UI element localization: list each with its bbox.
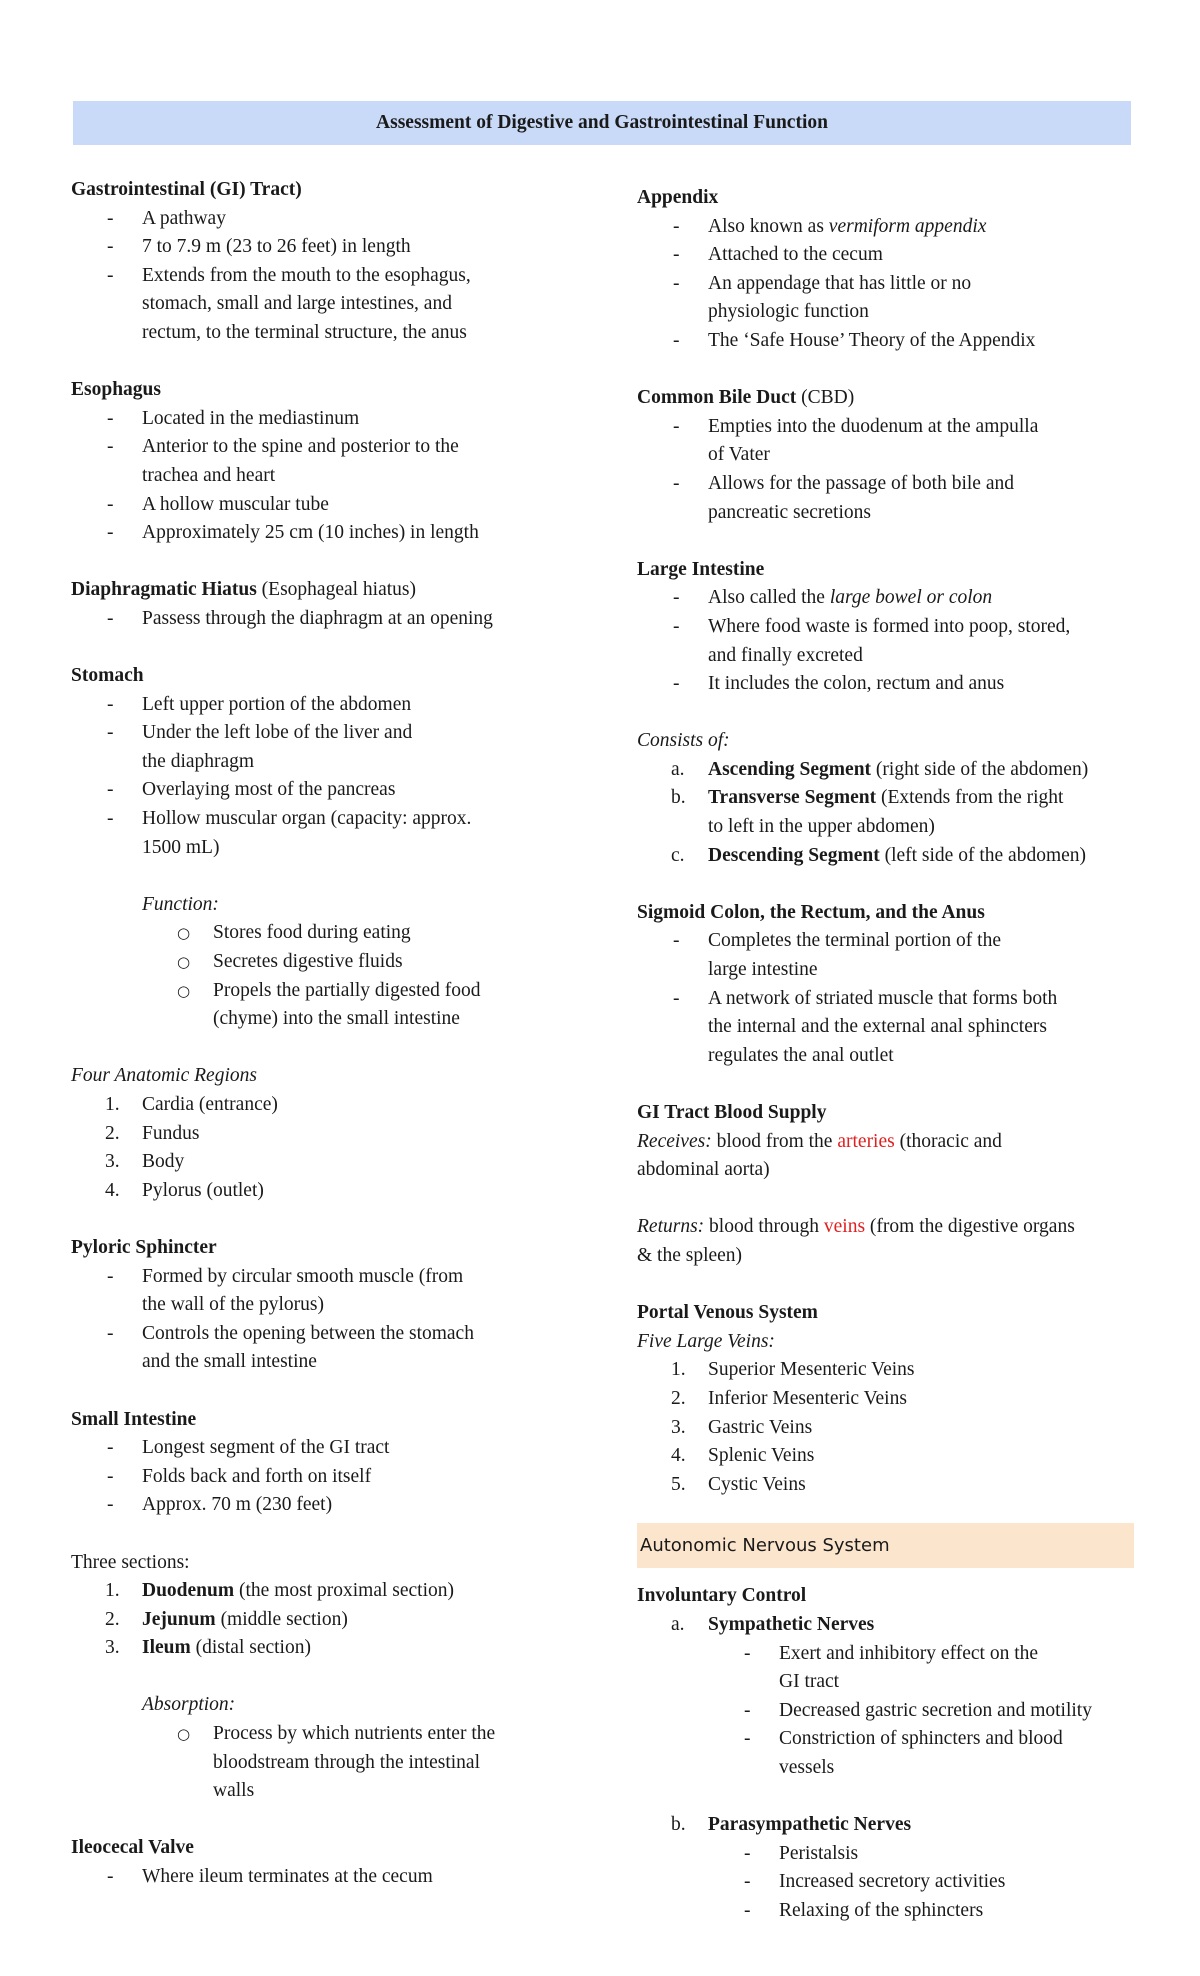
list-item: - Anterior to the spine and posterior to the — [107, 436, 459, 458]
list-item: - Allows for the passage of both bile and — [673, 472, 1014, 494]
portal-heading: Portal Venous System — [637, 1302, 818, 1324]
list-item-cont: bloodstream through the intestinal — [213, 1751, 480, 1773]
list-item: - Hollow muscular organ (capacity: approx. — [107, 808, 472, 830]
portal-sub: Five Large Veins: — [637, 1330, 775, 1352]
list-item: 3. Ileum (distal section) — [105, 1637, 311, 1659]
list-item: 3. Gastric Veins — [671, 1416, 813, 1438]
left-column — [71, 176, 571, 1892]
list-item: - Also called the large bowel or colon — [673, 587, 993, 609]
list-item-cont: regulates the anal outlet — [708, 1044, 894, 1066]
small-intestine-heading: Small Intestine — [71, 1408, 197, 1430]
list-item: ○ Stores food during eating — [177, 922, 411, 944]
receives-line: Receives: blood from the arteries (thoracic and — [637, 1130, 1002, 1152]
list-item: - Folds back and forth on itself — [107, 1465, 372, 1487]
pyloric-heading: Pyloric Sphincter — [71, 1236, 217, 1258]
function-label: Function: — [142, 893, 219, 915]
list-item: - The ‘Safe House’ Theory of the Appendix — [673, 329, 1036, 351]
list-item: 4. Splenic Veins — [671, 1445, 815, 1467]
ans-banner: Autonomic Nervous System — [637, 1523, 1134, 1568]
esophagus-heading: Esophagus — [71, 379, 161, 401]
list-item: - Where ileum terminates at the cecum — [107, 1866, 433, 1888]
returns-line-cont: & the spleen) — [637, 1244, 743, 1266]
list-item-cont: and the small intestine — [142, 1351, 317, 1373]
large-intestine-heading: Large Intestine — [637, 558, 765, 580]
list-item: 1. Superior Mesenteric Veins — [671, 1359, 915, 1381]
list-item: - Extends from the mouth to the esophagus, — [107, 264, 471, 286]
list-item: - Constriction of sphincters and blood — [744, 1728, 1063, 1750]
receives-line-cont: abdominal aorta) — [637, 1159, 770, 1181]
list-item-cont: walls — [213, 1780, 255, 1802]
stomach-heading: Stomach — [71, 665, 144, 687]
list-item: - Passess through the diaphragm at an opening — [107, 607, 493, 629]
list-item: - Located in the mediastinum — [107, 407, 360, 429]
list-item: - Where food waste is formed into poop, stored, — [673, 615, 1071, 637]
list-item: - Overlaying most of the pancreas — [107, 779, 396, 801]
list-item: ○ Propels the partially digested food — [177, 979, 481, 1001]
list-item: - Completes the terminal portion of the — [673, 930, 1001, 952]
involuntary-heading: Involuntary Control — [637, 1585, 807, 1607]
list-item: - Decreased gastric secretion and motility — [744, 1699, 1092, 1721]
list-item-cont: trachea and heart — [142, 464, 276, 486]
list-item: a. Ascending Segment (right side of the abdomen) — [671, 758, 1089, 780]
absorption-label: Absorption: — [142, 1694, 236, 1716]
list-item: - Left upper portion of the abdomen — [107, 693, 412, 715]
appendix-heading: Appendix — [637, 187, 719, 208]
list-item-cont: physiologic function — [708, 301, 869, 323]
list-item: - Approximately 25 cm (10 inches) in length — [107, 522, 479, 544]
list-item: ○ Secretes digestive fluids — [177, 951, 403, 973]
list-item: - Relaxing of the sphincters — [744, 1899, 984, 1921]
list-item-cont: to left in the upper abdomen) — [708, 816, 935, 838]
list-item-cont: vessels — [779, 1756, 835, 1778]
gi-tract-heading: Gastrointestinal (GI) Tract) — [71, 179, 302, 200]
list-item: b. Transverse Segment (Extends from the right — [671, 787, 1064, 809]
list-item-cont: (chyme) into the small intestine — [213, 1008, 460, 1030]
list-item: - A hollow muscular tube — [107, 493, 329, 515]
list-item: - Empties into the duodenum at the ampulla — [673, 415, 1039, 437]
list-item: - An appendage that has little or no — [673, 272, 972, 294]
list-item: - A network of striated muscle that forms both — [673, 987, 1058, 1009]
list-item: a. Sympathetic Nerves — [671, 1613, 875, 1635]
list-item-cont: 1500 mL) — [142, 836, 220, 858]
list-item: - It includes the colon, rectum and anus — [673, 673, 1005, 695]
list-item: - Peristalsis — [744, 1842, 859, 1864]
returns-line: Returns: blood through veins (from the digestive organs — [637, 1216, 1075, 1238]
list-item: c. Descending Segment (left side of the abdomen) — [671, 844, 1087, 866]
regions-heading: Four Anatomic Regions — [71, 1065, 257, 1087]
hiatus-heading: Diaphragmatic Hiatus (Esophageal hiatus) — [71, 579, 416, 601]
list-item-cont: the wall of the pylorus) — [142, 1294, 324, 1316]
list-item: b. Parasympathetic Nerves — [671, 1814, 912, 1836]
list-item: - Controls the opening between the stomach — [107, 1322, 474, 1344]
list-item: - Under the left lobe of the liver and — [107, 722, 413, 744]
list-item-cont: the diaphragm — [142, 750, 255, 772]
list-item: 1. Duodenum (the most proximal section) — [105, 1580, 454, 1602]
page-title: Assessment of Digestive and Gastrointestinal Function — [73, 101, 1131, 145]
list-item: - Formed by circular smooth muscle (from — [107, 1265, 464, 1287]
list-item: - Attached to the cecum — [673, 244, 883, 266]
list-item: - Exert and inhibitory effect on the — [744, 1642, 1039, 1664]
list-item: - Also known as vermiform appendix — [673, 215, 987, 237]
list-item: 4. Pylorus (outlet) — [105, 1179, 264, 1201]
list-item: ○ Process by which nutrients enter the — [177, 1723, 496, 1745]
ileocecal-heading: Ileocecal Valve — [71, 1837, 194, 1859]
list-item: - Longest segment of the GI tract — [107, 1437, 390, 1459]
consists-label: Consists of: — [637, 730, 730, 752]
sections-label: Three sections: — [71, 1551, 190, 1573]
list-item: 1. Cardia (entrance) — [105, 1094, 278, 1115]
right-column — [637, 184, 1137, 1925]
list-item-cont: of Vater — [708, 444, 770, 466]
list-item-cont: stomach, small and large intestines, and — [142, 293, 452, 315]
list-item: - Increased secretory activities — [744, 1871, 1006, 1893]
list-item: 2. Jejunum (middle section) — [105, 1608, 348, 1630]
list-item: 2. Fundus — [105, 1122, 200, 1144]
sigmoid-heading: Sigmoid Colon, the Rectum, and the Anus — [637, 901, 985, 923]
list-item: - A pathway — [107, 207, 226, 229]
list-item-cont: GI tract — [779, 1671, 840, 1693]
list-item-cont: rectum, to the terminal structure, the anus — [142, 321, 467, 343]
cbd-heading: Common Bile Duct (CBD) — [637, 387, 855, 409]
list-item-cont: and finally excreted — [708, 644, 863, 666]
list-item: 5. Cystic Veins — [671, 1473, 806, 1495]
list-item-cont: pancreatic secretions — [708, 501, 871, 523]
list-item: - Approx. 70 m (230 feet) — [107, 1494, 333, 1516]
list-item-cont: large intestine — [708, 959, 818, 981]
list-item-cont: the internal and the external anal sphincters — [708, 1016, 1047, 1038]
blood-supply-heading: GI Tract Blood Supply — [637, 1102, 827, 1123]
list-item: 3. Body — [105, 1151, 185, 1173]
list-item: 2. Inferior Mesenteric Veins — [671, 1387, 907, 1409]
list-item: - 7 to 7.9 m (23 to 26 feet) in length — [107, 236, 411, 258]
